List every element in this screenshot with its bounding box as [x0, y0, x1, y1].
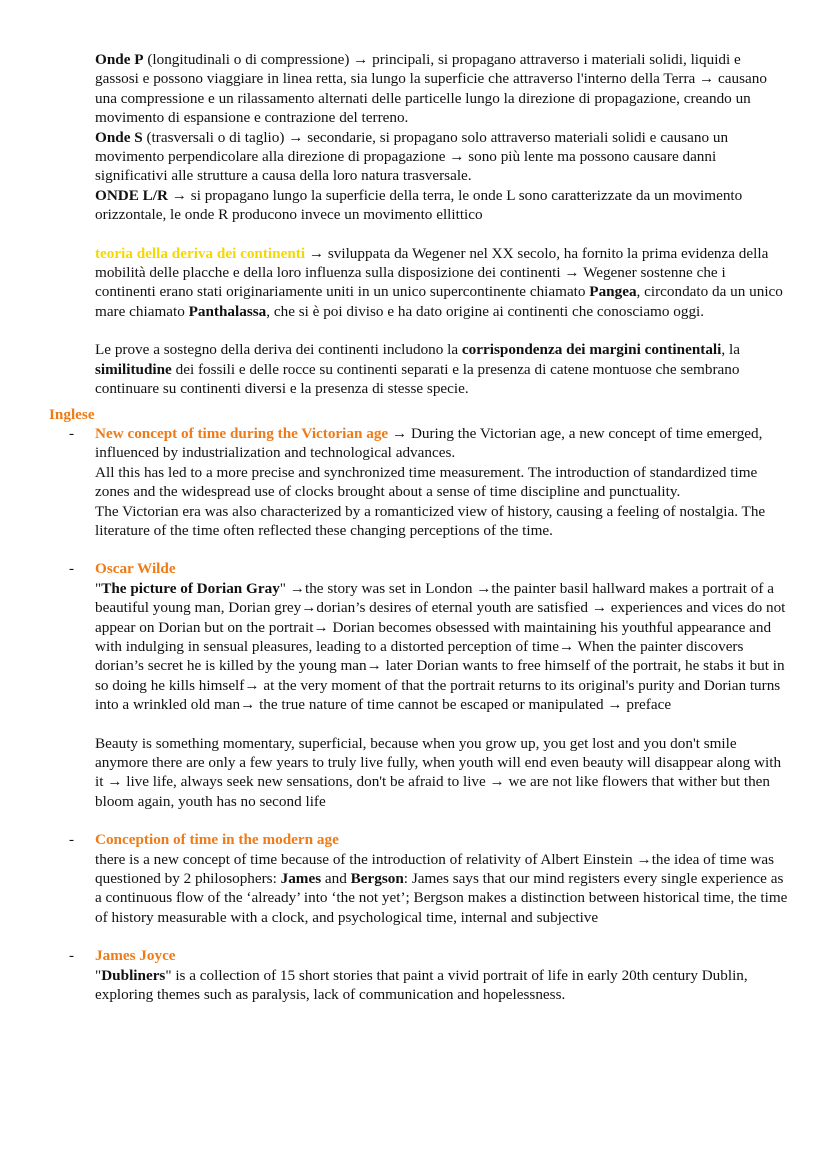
- wilde-title: Oscar Wilde: [95, 560, 176, 578]
- modern-and: and: [321, 870, 351, 888]
- james-name: James: [280, 870, 322, 888]
- drift-text-1: → sviluppata da Wegener nel XX secolo, ha fornito la prima evidenza della mobilità delle placche e della loro influenza sulla disposizione dei continenti → Wegener sostenne che i continenti erano stati originariamente uniti in un unico supercontinente chiamato: [95, 244, 769, 301]
- spacer: [95, 540, 788, 559]
- wilde-paragraph: [95, 579, 788, 715]
- victorian-paragraph-2: All this has led to a more precise and synchronized time measurement. The introduction of standardized time zones and the widespread use of clocks brought about a sense of time discipline and punctuality.: [95, 463, 758, 501]
- section-title-inglese: Inglese: [49, 405, 95, 423]
- s-waves-text: (trasversali o di taglio) → secondarie, si propagano solo attraverso materiali solidi e causano un movimento perpendicolare alla direzione di propagazione → sono più lente ma possono causare danni significativi alle strutture a causa della loro natura trasversale.: [95, 128, 729, 185]
- joyce-item: [69, 946, 788, 1004]
- s-waves-heading: Onde S: [95, 128, 143, 146]
- modern-title: Conception of time in the modern age: [95, 831, 339, 849]
- evidence-paragraph: [95, 340, 788, 398]
- joyce-title: James Joyce: [95, 947, 176, 965]
- wilde-item: [69, 559, 788, 811]
- joyce-quote-open: ": [95, 966, 102, 984]
- victorian-title: New concept of time during the Victorian age: [95, 424, 389, 442]
- bullet-dash: -: [69, 947, 75, 965]
- lr-waves-paragraph: [95, 186, 788, 225]
- evidence-text-3: dei fossili e delle rocce su continenti separati e la presenza di catene montuose che sembrano continuare su continenti diversi e la presenza di stesse specie.: [95, 360, 740, 398]
- bullet-dash: -: [69, 424, 75, 442]
- modern-paragraph: [95, 850, 788, 928]
- evidence-text-2: , la: [721, 341, 740, 359]
- joyce-paragraph: [95, 966, 788, 1005]
- spacer: [95, 715, 788, 734]
- wilde-quote-open: ": [95, 579, 102, 597]
- joyce-text-1: " is a collection of 15 short stories that paint a vivid portrait of life in early 20th century Dublin, exploring themes such as paralysis, lack of communication and hopelessness.: [95, 966, 748, 1004]
- evidence-text-1: Le prove a sostegno della deriva dei continenti includono la: [95, 341, 462, 359]
- bergson-name: Bergson: [350, 870, 404, 888]
- modern-text-1: there is a new concept of time because of the introduction of relativity of Albert Einstein →the idea of time was questioned by 2 philosophers:: [95, 850, 775, 888]
- spacer: [95, 811, 788, 830]
- modern-item: [69, 830, 788, 927]
- drift-text-2: , circondato da un unico mare chiamato: [95, 283, 783, 320]
- lr-waves-text: → si propagano lungo la superficie della terra, le onde L sono caratterizzate da un movimento orizzontale, le onde R producono invece un movimento ellittico: [95, 186, 743, 224]
- drift-title: teoria della deriva dei continenti: [95, 244, 306, 262]
- pangea-term: Pangea: [589, 283, 637, 301]
- victorian-text-1: → During the Victorian age, a new concept of time emerged, influenced by industrialization and technological advances.: [95, 424, 763, 462]
- evidence-bold-2: similitudine: [95, 360, 172, 378]
- drift-text-3: , che si è poi diviso e ha dato origine ai continenti che conosciamo oggi.: [266, 302, 705, 320]
- victorian-paragraph-1: [95, 424, 788, 463]
- dorian-gray-title: The picture of Dorian Gray: [101, 579, 280, 597]
- p-waves-text: (longitudinali o di compressione) → principali, si propagano attraverso i materiali solidi, liquidi e gassosi e possono viaggiare in linea retta, sia lungo la superficie che attraverso l'interno della Terra → causano una compressione e un rilassamento alternati delle particelle lungo la direzione di propagazione, creando un movimento di espansione e contrazione del terreno.: [95, 51, 767, 127]
- spacer: [95, 225, 788, 244]
- bullet-dash: -: [69, 831, 75, 849]
- dubliners-title: Dubliners: [101, 966, 166, 984]
- lr-waves-heading: ONDE L/R: [95, 186, 168, 204]
- modern-text-2: : James says that our mind registers every single experience as a continuous flow of the ‘already’ into ‘the not yet’; Bergson makes a distinction between historical time, the time of history measurable with a clock, and psychological time, internal and subjective: [95, 870, 788, 926]
- s-waves-paragraph: [95, 128, 788, 186]
- victorian-item: [69, 424, 788, 540]
- spacer: [95, 321, 788, 340]
- evidence-bold-1: corrispondenza dei margini continentali: [461, 341, 722, 359]
- wilde-text-1: " →the story was set in London →the painter basil hallward makes a portrait of a beautiful young man, Dorian grey→dorian’s desires of eternal youth are satisfied → experiences and vices do not appear on Dorian but on the portrait→ Dorian becomes obsessed with maintaining his youthful appearance and with indulging in sensual pleasures, leading to a distorted perception of time→ When the painter discovers dorian’s secret he is killed by the young man→ later Dorian wants to free himself of the portrait, he stabs it but in so doing he kills himself→ at the very moment of that the portrait returns to its original's purity and Dorian turns into a wrinkled old man→ the true nature of time cannot be escaped or manipulated → preface: [95, 579, 786, 714]
- bullet-dash: -: [69, 560, 75, 578]
- spacer: [95, 927, 788, 946]
- p-waves-heading: Onde P: [95, 51, 144, 68]
- victorian-paragraph-3: The Victorian era was also characterized by a romanticized view of history, causing a feeling of nostalgia. The literature of the time often reflected these changing perceptions of the time.: [95, 502, 766, 539]
- beauty-paragraph: Beauty is something momentary, superficial, because when you grow up, you get lost and you don't smile anymore there are only a few years to truly live fully, when youth will end even beauty will disappear along with it → live life, always seek new sensations, don't be afraid to live → we are not like flowers that wither but then bloom again, youth has no second life: [95, 734, 782, 810]
- p-waves-paragraph: [95, 50, 788, 128]
- drift-paragraph: [95, 244, 788, 322]
- panthalassa-term: Panthalassa: [188, 302, 267, 320]
